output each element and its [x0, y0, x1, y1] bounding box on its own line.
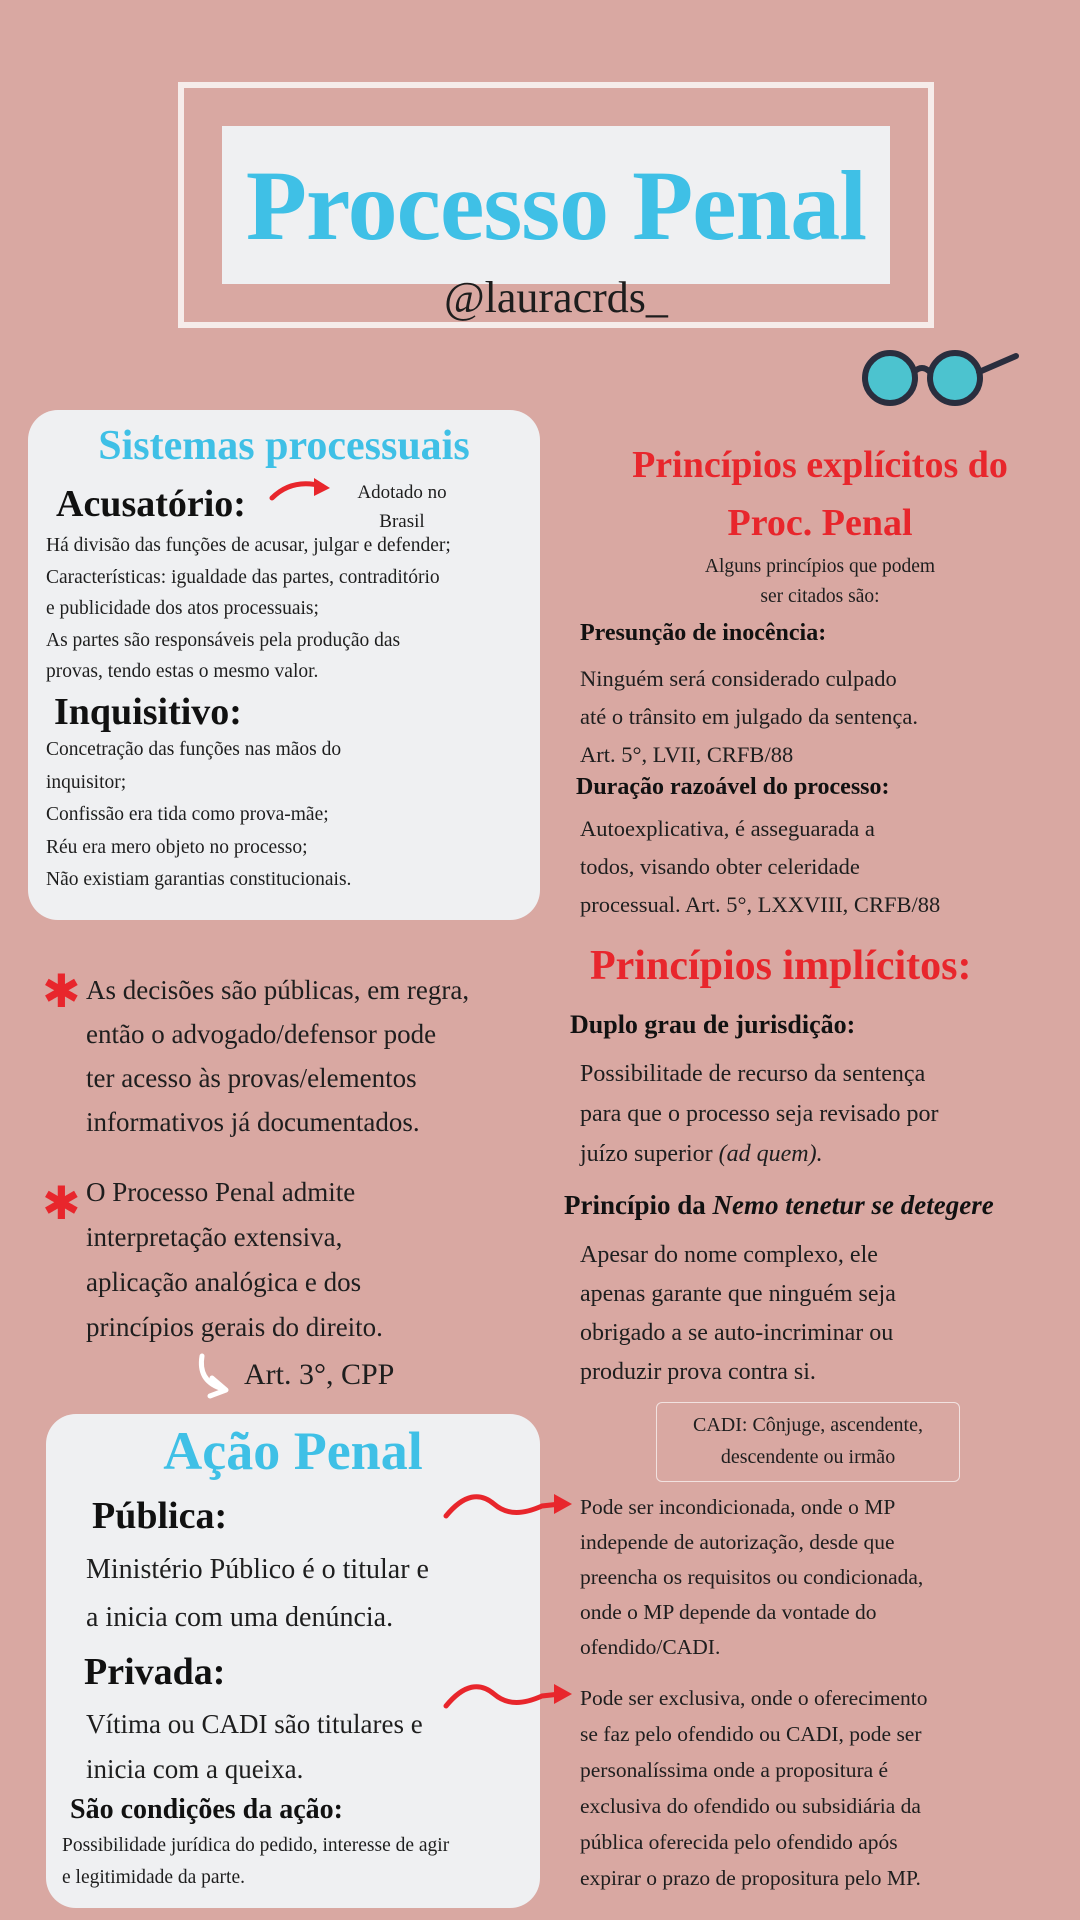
- principle-text: [580, 660, 1060, 774]
- text-line: Art. 5°, LVII, CRFB/88: [580, 742, 794, 767]
- principle-heading: [564, 1190, 994, 1221]
- text-line: inicia com a queixa.: [86, 1754, 304, 1784]
- text-line: Pode ser exclusiva, onde o oferecimento: [580, 1686, 928, 1710]
- wavy-arrow-icon: [442, 1484, 578, 1528]
- note-interpretation: [86, 1170, 546, 1350]
- systems-title: Sistemas processuais: [98, 423, 470, 469]
- note-line: Brasil: [379, 511, 425, 532]
- glasses-icon: [856, 342, 1022, 412]
- text-line: Características: igualdade das partes, contraditório: [46, 566, 440, 588]
- text-line: informativos já documentados.: [86, 1107, 420, 1137]
- text-line: inquisitor;: [46, 771, 127, 793]
- page-title: Processo Penal: [245, 149, 867, 261]
- text-line: exclusiva do ofendido ou subsidiária da: [580, 1794, 921, 1818]
- text-line: Concetração das funções nas mãos do: [46, 739, 342, 760]
- text-line: provas, tendo estas o mesmo valor.: [46, 661, 319, 682]
- intro-line: ser citados são:: [760, 586, 880, 607]
- inquisitivo-heading: Inquisitivo:: [54, 691, 242, 733]
- text-line: expirar o prazo de propositura pelo MP.: [580, 1866, 921, 1890]
- text-line: Possibilitade de recurso da sentença: [580, 1061, 926, 1087]
- text-line: então o advogado/defensor pode: [86, 1019, 437, 1049]
- text-line: pública oferecida pelo ofendido após: [580, 1830, 898, 1854]
- text-line: Confissão era tida como prova-mãe;: [46, 804, 329, 825]
- text-line: Ministério Público é o titular e: [86, 1554, 429, 1585]
- principle-heading: Presunção de inocência:: [580, 620, 827, 646]
- acusatorio-heading: Acusatório:: [56, 483, 246, 525]
- text-line: Há divisão das funções de acusar, julgar e defender;: [46, 535, 451, 556]
- italic-suffix: (ad quem).: [718, 1141, 823, 1167]
- text-line: preencha os requisitos ou condicionada,: [580, 1565, 924, 1589]
- text-line: apenas garante que ninguém seja: [580, 1281, 896, 1307]
- text-line: e publicidade dos atos processuais;: [46, 598, 319, 619]
- conditions-text: [62, 1830, 540, 1894]
- text-line: todos, visando obter celeridade: [580, 854, 860, 879]
- text-line: Pode ser incondicionada, onde o MP: [580, 1495, 896, 1519]
- cadi-line: CADI: Cônjuge, ascendente,: [693, 1414, 923, 1436]
- text-line: para que o processo seja revisado por: [580, 1101, 939, 1127]
- text-line: produzir prova contra si.: [580, 1359, 816, 1385]
- text-line: Possibilidade jurídica do pedido, interesse de agir: [62, 1835, 450, 1856]
- action-title: Ação Penal: [163, 1421, 423, 1481]
- text-line: onde o MP depende da vontade do: [580, 1600, 877, 1624]
- cadi-line: descendente ou irmão: [720, 1446, 896, 1468]
- text-line: Apesar do nome complexo, ele: [580, 1242, 878, 1268]
- text-line: princípios gerais do direito.: [86, 1312, 383, 1342]
- principle-heading: Duração razoável do processo:: [576, 774, 890, 800]
- text-line: Autoexplicativa, é asseguarada a: [580, 816, 875, 841]
- intro-line: Alguns princípios que podem: [704, 556, 936, 577]
- text-line: obrigado a se auto-incriminar ou: [580, 1320, 894, 1346]
- explicit-title: [570, 436, 1070, 552]
- curved-arrow-icon: [268, 474, 336, 504]
- publica-text: [86, 1546, 540, 1642]
- author-handle: @lauracrds_: [444, 273, 668, 322]
- text-line: As partes são responsáveis pela produção das: [46, 629, 401, 651]
- text-line: [580, 1134, 1060, 1174]
- text-line: aplicação analógica e dos: [86, 1267, 362, 1297]
- text-line: até o trânsito em julgado da sentença.: [580, 704, 919, 729]
- note-public-decisions: [86, 968, 546, 1144]
- acusatorio-note: [332, 478, 472, 536]
- text-line: Ninguém será considerado culpado: [580, 666, 897, 691]
- title-line: Proc. Penal: [727, 502, 913, 544]
- privada-detail: [580, 1680, 1070, 1896]
- asterisk-icon: ✱: [42, 964, 81, 1018]
- principle-text: [580, 810, 1060, 924]
- text-line: Não existiam garantias constitucionais.: [46, 869, 352, 890]
- text-line: independe de autorização, desde que: [580, 1530, 895, 1554]
- curved-arrow-icon: [194, 1352, 234, 1400]
- text-line: Réu era mero objeto no processo;: [46, 836, 308, 858]
- text-line: ter acesso às provas/elementos: [86, 1063, 417, 1093]
- title-box: [222, 126, 890, 284]
- publica-heading: Pública:: [92, 1495, 228, 1537]
- text-line: O Processo Penal admite: [86, 1177, 356, 1207]
- cadi-note: [656, 1402, 960, 1482]
- article-reference: Art. 3°, CPP: [244, 1358, 395, 1391]
- heading-text: Princípio da: [564, 1190, 706, 1220]
- inquisitivo-text: [46, 734, 536, 897]
- principle-text: [580, 1236, 1060, 1392]
- asterisk-icon: ✱: [42, 1176, 81, 1230]
- implicit-title: Princípios implícitos:: [590, 943, 972, 989]
- conditions-heading: São condições da ação:: [70, 1794, 343, 1825]
- text-line: e legitimidade da parte.: [62, 1867, 246, 1888]
- title-line: Princípios explícitos do: [632, 444, 1008, 486]
- text-line: As decisões são públicas, em regra,: [86, 975, 470, 1005]
- text-line: personalíssima onde a propositura é: [580, 1758, 889, 1782]
- text-line-main: juízo superior: [580, 1141, 713, 1167]
- acusatorio-text: [46, 530, 536, 688]
- explicit-intro: [620, 552, 1020, 612]
- note-line: Adotado no: [357, 482, 447, 503]
- text-line: ofendido/CADI.: [580, 1635, 721, 1659]
- text-line: Vítima ou CADI são titulares e: [86, 1709, 423, 1739]
- principle-heading: Duplo grau de jurisdição:: [570, 1010, 856, 1039]
- principle-text: [580, 1054, 1060, 1174]
- text-line: interpretação extensiva,: [86, 1222, 343, 1252]
- privada-heading: Privada:: [84, 1651, 226, 1693]
- text-line: processual. Art. 5°, LXXVIII, CRFB/88: [580, 892, 941, 917]
- heading-italic: Nemo tenetur se detegere: [712, 1190, 994, 1220]
- text-line: se faz pelo ofendido ou CADI, pode ser: [580, 1722, 922, 1746]
- wavy-arrow-icon: [442, 1674, 578, 1718]
- text-line: a inicia com uma denúncia.: [86, 1602, 394, 1633]
- publica-detail: [580, 1490, 1070, 1665]
